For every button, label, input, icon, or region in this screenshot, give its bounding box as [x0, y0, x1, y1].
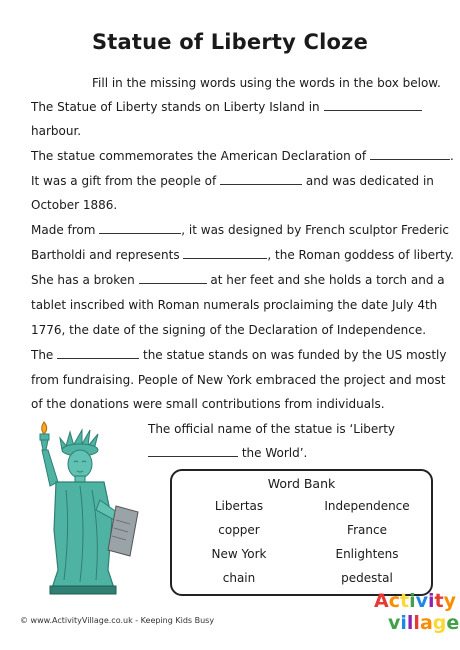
- passage-line-14: The official name of the statue is ‘Liberty: [148, 422, 396, 436]
- passage-text: , the Roman goddess of liberty.: [267, 248, 454, 262]
- passage-text: the statue stands on was funded by the US mostly: [142, 348, 447, 362]
- word-bank-word: pedestal: [341, 571, 393, 585]
- passage-text: at her feet and she holds a torch and a: [210, 273, 445, 287]
- word-bank-title: Word Bank: [267, 476, 336, 491]
- answer-blank[interactable]: [148, 446, 238, 457]
- statue-of-liberty-illustration: [30, 420, 150, 595]
- passage-text: and was dedicated in: [305, 174, 434, 188]
- logo-text-line-2: village: [388, 612, 460, 634]
- answer-blank[interactable]: [220, 174, 302, 185]
- answer-blank[interactable]: [324, 100, 422, 111]
- passage-line-13: of the donations were small contributions from individuals.: [31, 397, 385, 411]
- passage-line-12: from fundraising. People of New York embraced the project and most: [31, 373, 446, 387]
- passage-line-2: harbour.: [31, 124, 82, 138]
- passage-line-4: [31, 174, 434, 188]
- passage-text: , it was designed by French sculptor Frederic: [181, 223, 450, 237]
- word-bank-word: Enlightens: [335, 547, 399, 561]
- activity-village-logo: [368, 590, 460, 640]
- page-title: Statue of Liberty Cloze: [91, 30, 369, 54]
- passage-text: Bartholdi and represents: [31, 248, 180, 262]
- word-bank-word: France: [347, 523, 387, 537]
- footer-copyright: © www.ActivityVillage.co.uk - Keeping Kids Busy: [20, 616, 215, 625]
- passage-line-3: [31, 149, 454, 163]
- answer-blank[interactable]: [139, 273, 207, 284]
- word-bank-word: Libertas: [214, 499, 264, 513]
- word-bank-word: chain: [222, 571, 256, 585]
- passage-line-9: tablet inscribed with Roman numerals proclaiming the date July 4th: [31, 298, 438, 312]
- word-bank-word: copper: [218, 523, 260, 537]
- passage-text: She has a broken: [31, 273, 135, 287]
- passage-line-6: [31, 223, 449, 237]
- passage-line-5: October 1886.: [31, 198, 118, 212]
- word-bank-box: [170, 469, 433, 596]
- passage-text: Made from: [31, 223, 96, 237]
- logo-text-line-1: Activity: [374, 590, 456, 612]
- passage-line-7: [31, 248, 454, 262]
- answer-blank[interactable]: [99, 223, 181, 234]
- passage-line-10: 1776, the date of the signing of the Declaration of Independence.: [31, 323, 427, 337]
- answer-blank[interactable]: [57, 348, 139, 359]
- passage-text: It was a gift from the people of: [31, 174, 217, 188]
- passage-line-15: [148, 446, 307, 460]
- passage-line-11: [31, 348, 446, 362]
- passage-line-8: [31, 273, 445, 287]
- passage-text: The: [31, 348, 54, 362]
- answer-blank[interactable]: [183, 248, 267, 259]
- word-bank-word: New York: [211, 547, 267, 561]
- passage-text: The statue commemorates the American Declaration of: [31, 149, 367, 163]
- passage-text: The Statue of Liberty stands on Liberty Island in: [31, 100, 320, 114]
- passage-text: .: [449, 149, 454, 163]
- instruction-text: Fill in the missing words using the words in the box below.: [92, 76, 441, 90]
- passage-text: the World’.: [241, 446, 308, 460]
- word-bank-word: Independence: [324, 499, 410, 513]
- torch-flame-icon: [42, 422, 47, 434]
- passage-line-1: [31, 100, 422, 114]
- answer-blank[interactable]: [370, 149, 450, 160]
